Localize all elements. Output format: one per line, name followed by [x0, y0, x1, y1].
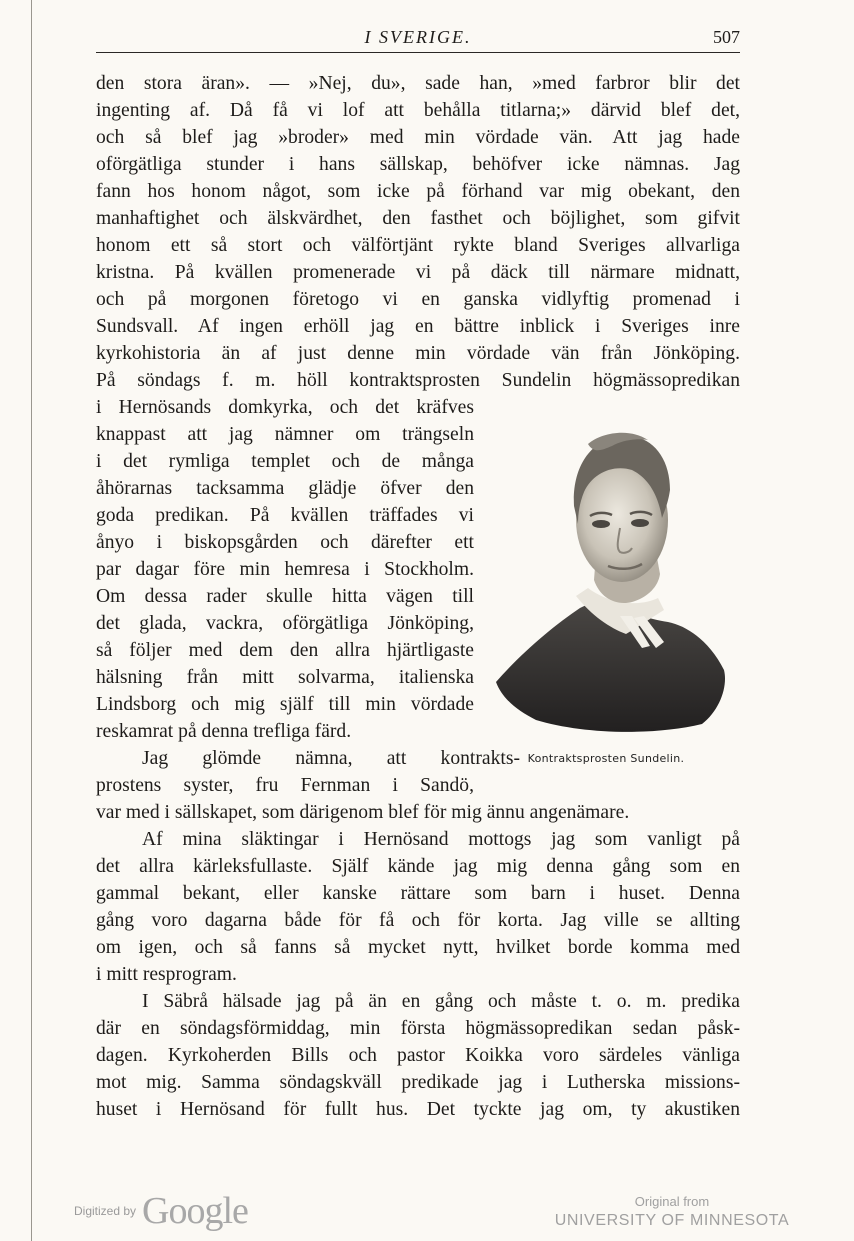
text-line: reskamrat på denna trefliga färd. [96, 721, 352, 742]
text-line: gång voro dagarna både för få och för korta. Jag ville se allting [96, 910, 740, 931]
text-line: prostens syster, fru Fernman i Sandö, [96, 775, 474, 796]
text-line: där en söndagsförmiddag, min första högmässopredikan sedan påsk- [96, 1018, 740, 1039]
text-line: Jag glömde nämna, att kontrakts- [142, 748, 520, 769]
text-line: ingenting af. Då få vi lof att behålla titlarna;» därvid blef det, [96, 100, 740, 121]
text-line: kyrkohistoria än af just denne min vördade vän från Jönköping. [96, 343, 740, 364]
text-line: om igen, och så fanns så mycket nytt, hvilket borde komma med [96, 937, 740, 958]
text-line: Af mina släktingar i Hernösand mottogs jag som vanligt på [142, 829, 740, 850]
text-line: honom ett så stort och välförtjänt rykte bland Sveriges allvarliga [96, 235, 740, 256]
text-line: På söndags f. m. höll kontraktsprosten Sundelin högmässopredikan [96, 370, 740, 391]
text-line: i Hernösands domkyrka, och det kräfves [96, 397, 474, 418]
digitized-by-label: Digitized by [74, 1204, 137, 1218]
text-line: gammal bekant, eller kanske rättare som barn i huset. Denna [96, 883, 740, 904]
page-number: 507 [713, 27, 740, 47]
text-line: huset i Hernösand för fullt hus. Det tyckte jag om, ty akustiken [96, 1099, 740, 1120]
text-line: i det rymliga templet och de många [96, 451, 474, 472]
text-line: den stora äran». — »Nej, du», sade han, »med farbror blir det [96, 73, 740, 94]
text-line: fann hos honom något, som icke på förhand var mig obekant, den [96, 181, 740, 202]
text-line: ånyo i biskopsgården och därefter ett [96, 532, 474, 553]
portrait-figure [492, 420, 732, 770]
text-line: par dagar före min hemresa i Stockholm. [96, 559, 474, 580]
text-line: Sundsvall. Af ingen erhöll jag en bättre inblick i Sveriges inre [96, 316, 740, 337]
text-line: åhörarnas tacksamma glädje öfver den [96, 478, 474, 499]
text-line: var med i sällskapet, som därigenom blef för mig ännu angenämare. [96, 802, 630, 823]
text-line: i mitt resprogram. [96, 964, 237, 985]
text-line: dagen. Kyrkoherden Bills och pastor Koikka voro särdeles vänliga [96, 1045, 740, 1066]
text-line: kristna. På kvällen promenerade vi på däck till närmare midnatt, [96, 262, 740, 283]
text-line: I Säbrå hälsade jag på än en gång och måste t. o. m. predika [142, 991, 740, 1012]
text-line: mot mig. Samma söndagskväll predikade jag i Lutherska missions- [96, 1072, 740, 1093]
text-line: så följer med dem den allra hjärtligaste [96, 640, 474, 661]
text-line: manhaftighet och älskvärdhet, den fasthet och böjlighet, som gifvit [96, 208, 740, 229]
library-watermark [552, 1194, 792, 1232]
text-line: det glada, vackra, oförgätliga Jönköping, [96, 613, 474, 634]
text-line: och på morgonen företogo vi en ganska vidlyftig promenad i [96, 289, 740, 310]
university-label: UNIVERSITY OF MINNESOTA [554, 1212, 790, 1229]
original-from-label: Original from [634, 1194, 710, 1209]
text-line: hälsning från mitt solvarma, italienska [96, 667, 474, 688]
text-line: och så blef jag »broder» med min vördade vän. Att jag hade [96, 127, 740, 148]
page-gutter-line [31, 0, 32, 1241]
text-line: oförgätliga stunder i hans sällskap, behöfver icke nämnas. Jag [96, 154, 740, 175]
portrait-caption: Kontraktsprosten Sundelin. [527, 752, 685, 765]
portrait-image [492, 420, 732, 738]
google-watermark [74, 1188, 248, 1234]
google-logo: Google [142, 1190, 248, 1232]
text-line: goda predikan. På kvällen träffades vi [96, 505, 474, 526]
text-line: Om dessa rader skulle hitta vägen till [96, 586, 474, 607]
running-head: I SVERIGE. [364, 27, 472, 47]
text-line: knappast att jag nämner om trängseln [96, 424, 474, 445]
page-header [96, 24, 740, 53]
text-line: Lindsborg och mig själf till min vördade [96, 694, 474, 715]
text-line: det allra kärleksfullaste. Själf kände jag mig denna gång som en [96, 856, 740, 877]
